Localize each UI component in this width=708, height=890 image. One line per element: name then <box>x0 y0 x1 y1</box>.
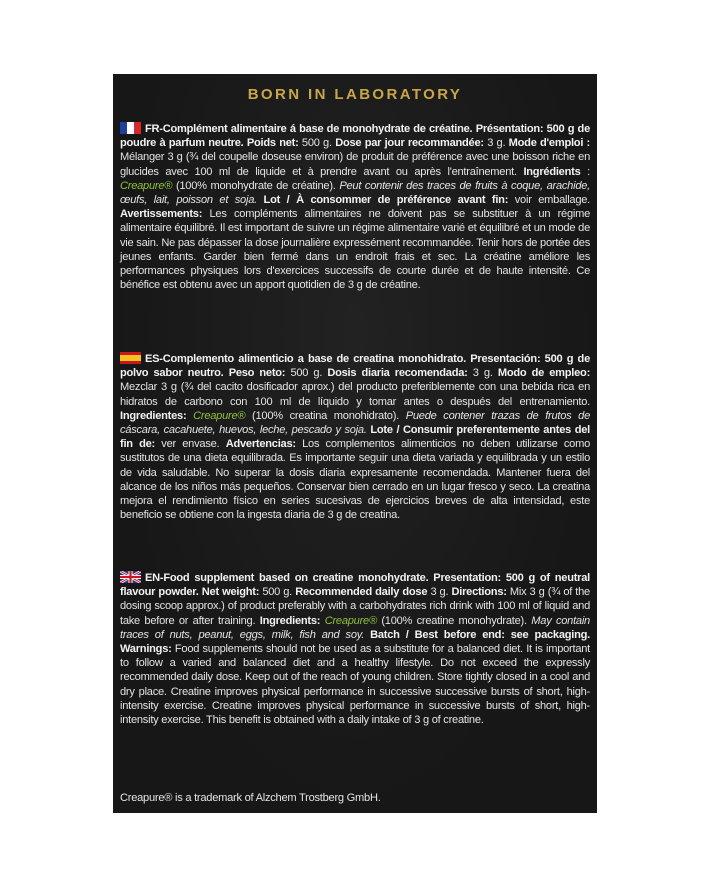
es-net: 500 g. <box>285 367 328 380</box>
fr-dose-label: Dose par jour recommandée: <box>335 137 484 150</box>
en-title: EN-Food supplement based on creatine monohydrate. Presentation: 500 g of neutral flavour powder. Net weight: <box>120 572 590 599</box>
es-dose: 3 g. <box>467 367 498 380</box>
fr-title: FR-Complément alimentaire á base de monohydrate de créatine. Présentation: 500 g de poudre à parfum neutre. Poids net: <box>120 123 590 150</box>
en-dose-label: Recommended daily dose <box>295 586 428 599</box>
es-creapure: Creapure® <box>193 409 246 422</box>
es-lot: ver envase. <box>155 438 226 451</box>
fr-ingredients: (100% monohydrate de créatine). <box>172 179 340 192</box>
fr-warnings-label: Avertissements: <box>120 208 203 221</box>
es-warnings: Los complementos alimenticios no deben utilizarse como sustitutos de una dieta equilibrada. Es importante seguir una dieta variada y equilibrada y un estilo de vida saludable. No superar la dosis diaria expresamente recomendada. Mantener fuera del alcance de los niños más pequeños. Conservar bien cerrado en un lugar fresco y seco. La creatina mejora el rendimiento físico en series sucesivas de ejercicios breves de alta intensidad, este beneficio se obtiene con la ingesta diaria de 3 g de creatina. <box>120 438 591 522</box>
uk-flag-icon <box>120 571 141 583</box>
es-warnings-label: Advertencias: <box>225 438 296 451</box>
es-title: ES-Complemento alimenticio a base de creatina monohidrato. Presentación: 500 g de polvo sabor neutro. Peso neto: <box>120 353 590 380</box>
trademark-note: Creapure® is a trademark of Alzchem Trostberg GmbH. <box>120 792 381 804</box>
fr-lot-label: Lot / À consommer de préférence avant fin: <box>256 194 509 207</box>
spain-flag-icon <box>120 352 141 364</box>
section-es <box>120 352 590 522</box>
supplement-label-panel <box>113 74 597 813</box>
france-flag-icon <box>120 122 141 134</box>
fr-allergens: Peut contenir des traces de fruits à coque, arachide, œufs, lait, poisson et soja. <box>120 179 590 207</box>
en-batch-label: Batch / Best before end: see packaging. <box>364 628 590 641</box>
en-ingredients-label: Ingredients: <box>259 614 321 627</box>
en-warnings: Food supplements should not be used as a substitute for a balanced diet. It is important to follow a varied and balanced diet and a healthy lifestyle. Do not exceed the expressly recommended daily dose. Keep out of the reach of young children. Store tightly closed in a cool and dry place. Creatine improves physical performance in successive successive bursts of short, high-intensity exercise. Creatine improves physical performance in successive bursts of short, high-intensity exercise. This benefit is obtained with a daily intake of 3 g of creatine. <box>120 643 590 727</box>
section-en <box>120 571 590 727</box>
en-ingredients: (100% creatine monohydrate). <box>376 614 532 627</box>
fr-creapure: Creapure® <box>120 179 173 192</box>
en-warnings-label: Warnings: <box>120 643 172 656</box>
brand-title: BORN IN LABORATORY <box>247 86 463 103</box>
fr-net: 500 g. <box>298 137 336 150</box>
en-directions: Mix 3 g (¾ of the dosing scoop approx.) of product preferably with a carbohydrates rich drink with 100 ml of liquid and take before or after training. <box>120 586 590 627</box>
en-dose: 3 g. <box>427 586 452 599</box>
fr-lot: voir emballage. <box>508 194 591 207</box>
fr-ing-sep: : <box>580 165 590 178</box>
es-allergens: Puede contener trazas de frutos de cáscara, cacahuete, huevos, leche, pescado y soja. <box>120 409 591 437</box>
es-mode-label: Modo de empleo: <box>497 367 591 380</box>
en-allergens: May contain traces of nuts, peanut, eggs, milk, fish and soy. <box>120 614 590 641</box>
en-creapure: Creapure® <box>324 614 377 627</box>
es-ingredients: (100% creatina monohidrato). <box>245 409 406 422</box>
en-directions-label: Directions: <box>451 586 507 599</box>
fr-ingredients-label: Ingrédients <box>523 165 581 178</box>
fr-dose: 3 g. <box>483 137 509 150</box>
es-dose-label: Dosis diaria recomendada: <box>327 367 468 380</box>
fr-warnings: Les compléments alimentaires ne doivent pas se substituer à un régime alimentaire équilibré. Il est important de suivre un régime alimentaire varié et équilibré et un mode de vie sain. Ne pas dépasser la dose journalière expressément recommandée. Tenir hors de portée des jeunes enfants. Garder bien fermé dans un endroit frais et sec. La créatine améliore les performances physiques lors d'exercices successifs de courte durée et de haute intensité. Ce bénéfice est obtenu avec un apport quotidien de 3 g de créatine. <box>120 208 590 292</box>
es-mode: Mezclar 3 g (¾ del cacito dosificador aprox.) del producto preferiblemente con una bebida rica en hidratos de carbono con 100 ml de líquido y tomar antes o después del entrenamiento. <box>120 381 590 408</box>
fr-mode-label: Mode d'emploi : <box>508 137 590 150</box>
es-lot-label: Lote / Consumir preferentemente antes del fin de: <box>120 424 590 451</box>
es-ingredients-label: Ingredientes: <box>120 409 187 422</box>
section-fr <box>120 122 590 292</box>
en-net: 500 g. <box>259 586 296 599</box>
fr-mode: Mélanger 3 g (¾ del coupelle doseuse environ) de produit de préférence avec une boisson riche en glucides avec 100 ml de liquide et à prendre avant ou après l'entraînement. <box>120 151 590 178</box>
